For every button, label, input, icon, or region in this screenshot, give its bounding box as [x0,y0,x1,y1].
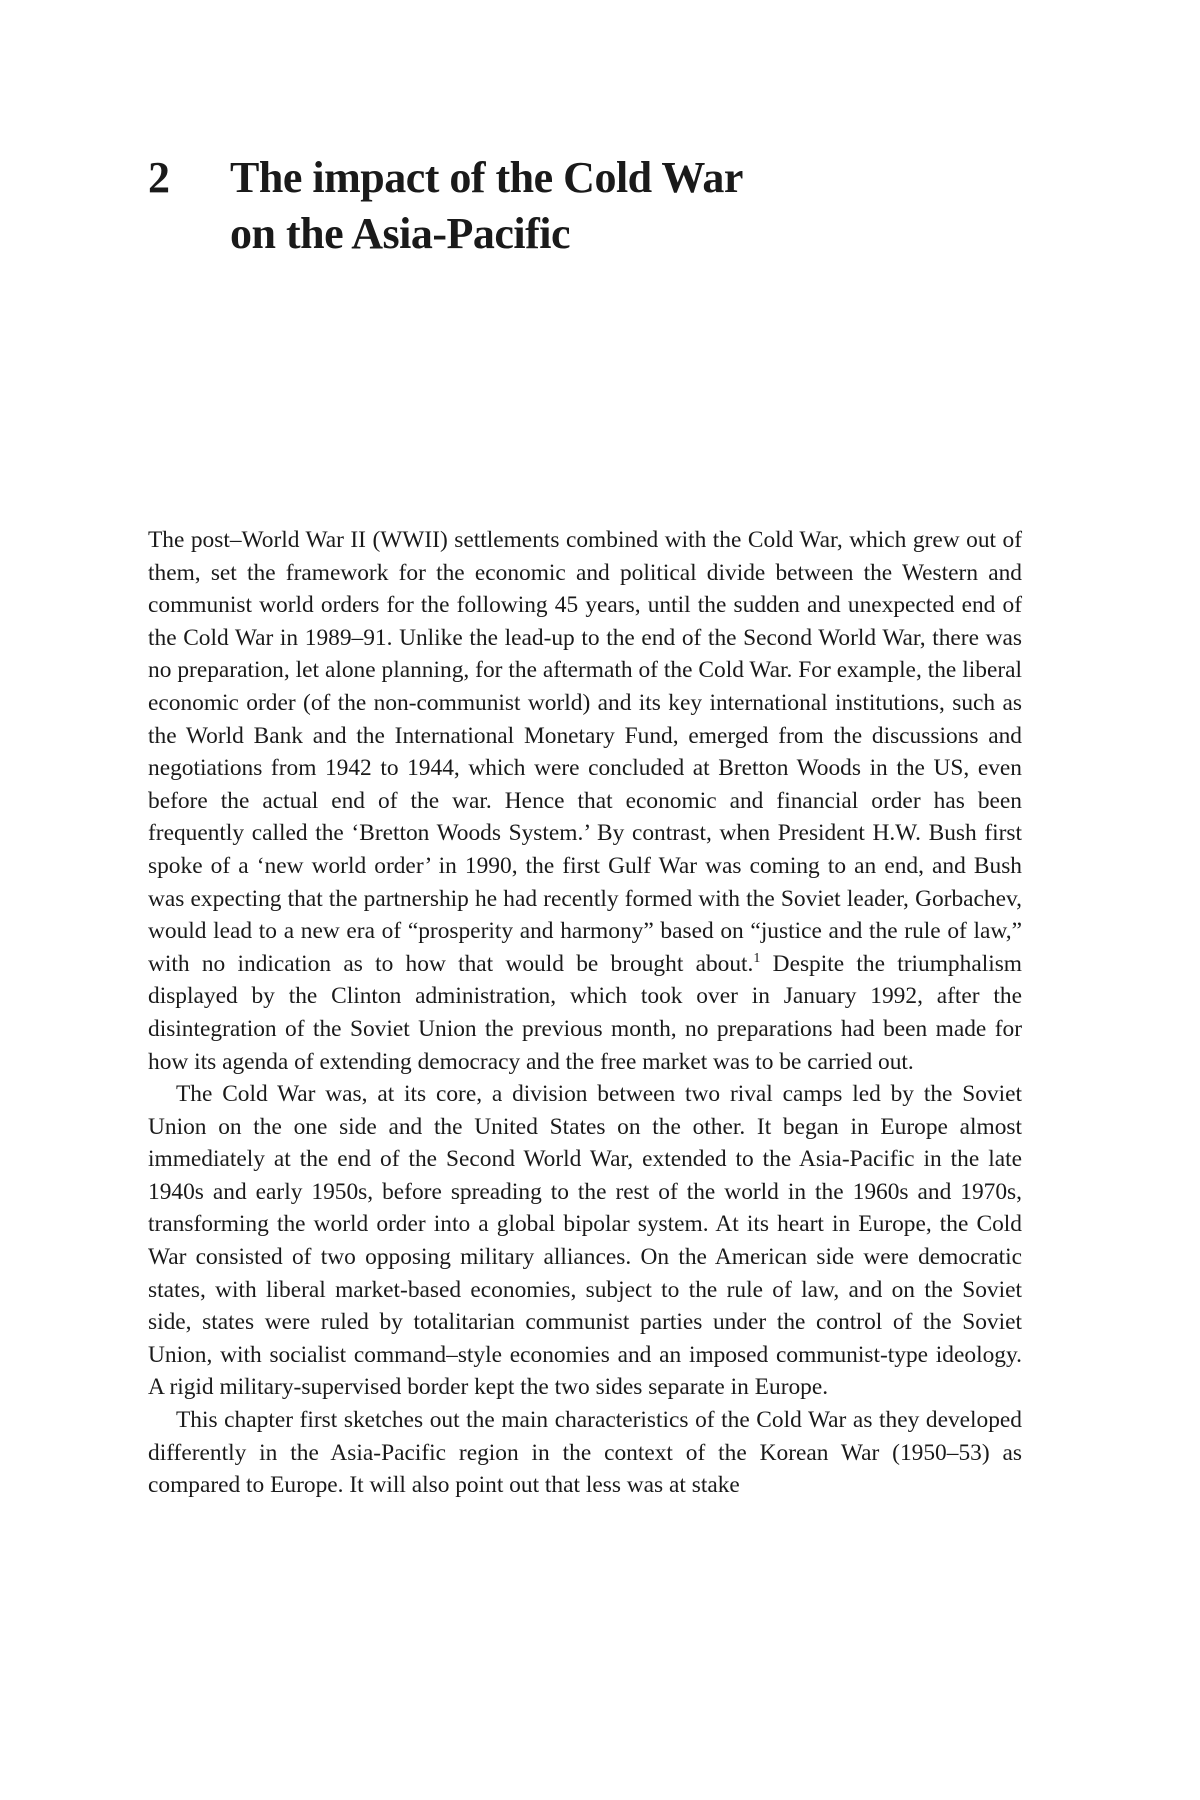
chapter-title-line-2: on the Asia-Pacific [230,209,571,258]
chapter-title [230,150,743,262]
chapter-title-line-1: The impact of the Cold War [230,153,743,202]
paragraph-1 [148,524,1022,1078]
paragraph-1-text-a: The post–World War II (WWII) settlements combined with the Cold War, which grew out of them, set the framework for the economic and political divide between the Western and communist world orders for the following 45 years, until the sudden and unexpected end of the Cold War in 1989–91. Unlike the lead-up to the end of the Second World War, there was no preparation, let alone planning, for the aftermath of the Cold War. For example, the liberal economic order (of the non-communist world) and its key international institutions, such as the World Bank and the International Monetary Fund, emerged from the discussions and negotiations from 1942 to 1944, which were concluded at Bretton Woods in the US, even before the actual end of the war. Hence that economic and financial order has been frequently called the ‘Bretton Woods System.’ By contrast, when President H.W. Bush first spoke of a ‘new world order’ in 1990, the first Gulf War was coming to an end, and Bush was expecting that the partnership he had recently formed with the Soviet leader, Gorbachev, would lead to a new era of “prosperity and harmony” based on “justice and the rule of law,” with no indication as to how that would be brought about. [148,527,1022,977]
paragraph-1-text-b: Despite the triumphalism displayed by the Clinton administration, which took over in January 1992, after the disintegration of the Soviet Union the previous month, no preparations had been made for how its agenda of extending democracy and the free market was to be carried out. [148,950,1022,1075]
footnote-marker[interactable]: 1 [753,950,761,966]
chapter-heading [148,150,1048,262]
body-text [148,524,1022,1502]
chapter-number: 2 [148,153,170,202]
paragraph-2: The Cold War was, at its core, a division between two rival camps led by the Soviet Union on the one side and the United States on the other. It began in Europe almost immediately at the end of the Second World War, extended to the Asia-Pacific in the late 1940s and early 1950s, before spreading to the rest of the world in the 1960s and 1970s, transforming the world order into a global bipolar system. At its heart in Europe, the Cold War consisted of two opposing military alliances. On the American side were democratic states, with liberal market-based economies, subject to the rule of law, and on the Soviet side, states were ruled by totalitarian communist parties under the control of the Soviet Union, with socialist command–style economies and an imposed communist-type ideology. A rigid military-supervised border kept the two sides separate in Europe. [148,1081,1022,1401]
paragraph-3: This chapter first sketches out the main characteristics of the Cold War as they developed differently in the Asia-Pacific region in the context of the Korean War (1950–53) as compared to Europe. It will also point out that less was at stake [148,1407,1022,1499]
